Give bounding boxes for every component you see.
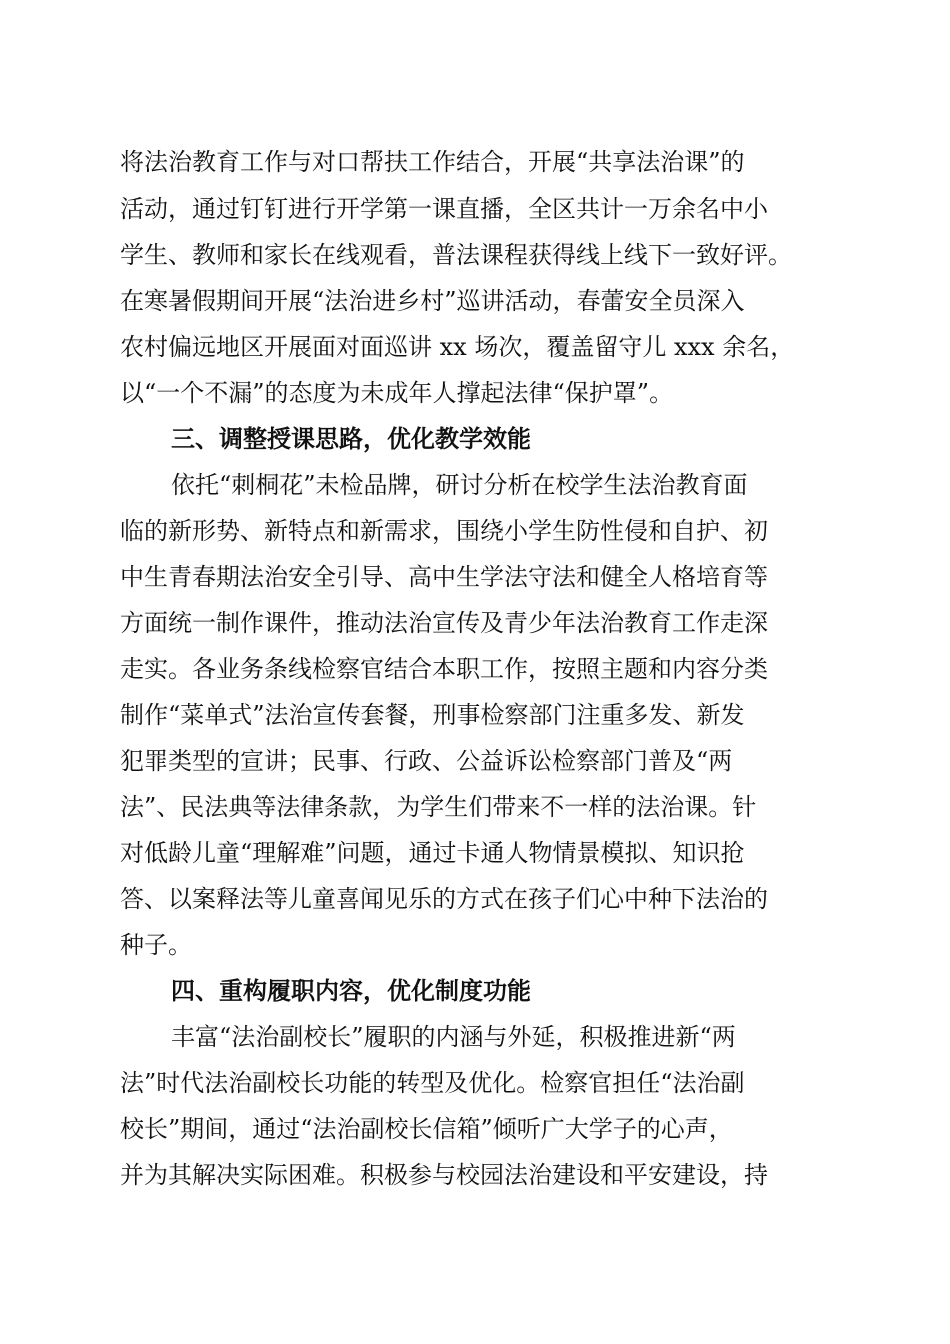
text-line: 种子。	[120, 931, 192, 959]
text-line: 方面统一制作课件，推动法治宣传及青少年法治教育工作走深	[120, 609, 768, 637]
section-heading-4: 四、重构履职内容，优化制度功能	[171, 977, 531, 1005]
text-line: 将法治教育工作与对口帮扶工作结合，开展“共享法治课”的	[120, 148, 745, 176]
text-line: 对低龄儿童“理解难”问题，通过卡通人物情景模拟、知识抢	[120, 839, 745, 867]
section-heading-3: 三、调整授课思路，优化教学效能	[171, 425, 531, 453]
text-line: 活动，通过钉钉进行开学第一课直播，全区共计一万余名中小	[120, 195, 768, 223]
text-line: 在寒暑假期间开展“法治进乡村”巡讲活动，春蕾安全员深入	[120, 287, 745, 315]
text-line: 制作“菜单式”法治宣传套餐，刑事检察部门注重多发、新发	[120, 701, 745, 729]
text-line: 依托“刺桐花”未检品牌，研讨分析在校学生法治教育面	[171, 471, 748, 499]
text-line: 中生青春期法治安全引导、高中生学法守法和健全人格培育等	[120, 563, 768, 591]
text-line: 校长”期间，通过“法治副校长信箱”倾听广大学子的心声，	[120, 1115, 733, 1143]
text-line: 以“一个不漏”的态度为未成年人撑起法律“保护罩”。	[120, 379, 674, 407]
text-line: 并为其解决实际困难。积极参与校园法治建设和平安建设，持	[120, 1161, 768, 1189]
text-line: 农村偏远地区开展面对面巡讲 xx 场次，覆盖留守儿 xxx 余名，	[120, 333, 795, 361]
text-line: 丰富“法治副校长”履职的内涵与外延，积极推进新“两	[171, 1023, 736, 1051]
text-line: 答、以案释法等儿童喜闻见乐的方式在孩子们心中种下法治的	[120, 885, 768, 913]
text-line: 走实。各业务条线检察官结合本职工作，按照主题和内容分类	[120, 655, 768, 683]
text-line: 法”、民法典等法律条款，为学生们带来不一样的法治课。针	[120, 793, 757, 821]
text-line: 法”时代法治副校长功能的转型及优化。检察官担任“法治副	[120, 1069, 745, 1097]
text-line: 临的新形势、新特点和新需求，围绕小学生防性侵和自护、初	[120, 517, 768, 545]
text-line: 学生、教师和家长在线观看，普法课程获得线上线下一致好评。	[120, 241, 792, 269]
text-line: 犯罪类型的宣讲；民事、行政、公益诉讼检察部门普及“两	[120, 747, 733, 775]
